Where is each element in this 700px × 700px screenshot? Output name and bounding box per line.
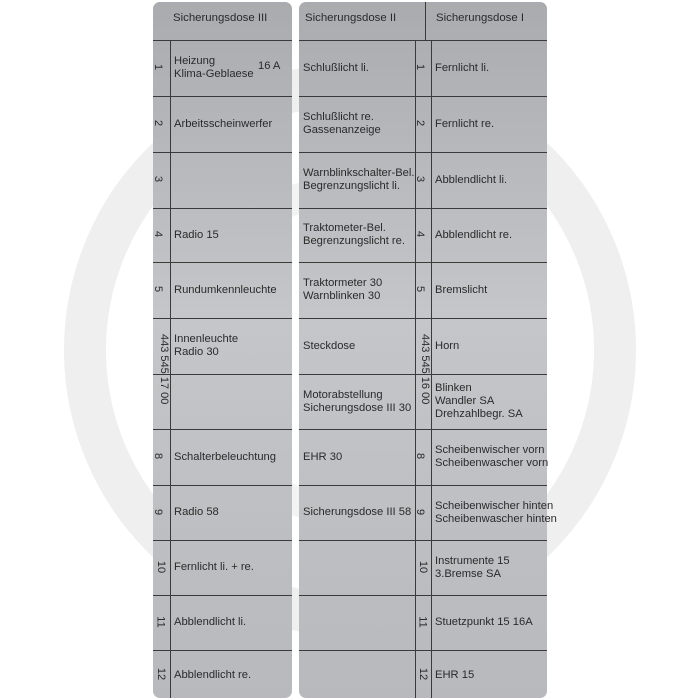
fuse-box-1-entry: Instrumente 15 3.Bremse SA bbox=[435, 554, 510, 580]
row-divider-right bbox=[299, 650, 547, 651]
fuse-number-left: 2 bbox=[152, 119, 165, 127]
row-divider-right bbox=[299, 540, 547, 541]
fuse-box-1-entry: Scheibenwischer vorn Scheibenwascher vorn bbox=[435, 444, 549, 469]
fuse-box-3-entry: Radio 58 bbox=[174, 506, 219, 518]
fuse-number-left: 9 bbox=[152, 508, 165, 515]
fuse-number-right: 5 bbox=[414, 285, 427, 293]
fuse-box-1-entry: Bremslicht bbox=[435, 283, 488, 296]
fuse-number-right: 1 bbox=[414, 63, 427, 71]
fuse-number-left: 10 bbox=[155, 560, 168, 573]
fuse-box-1-entry: Fernlicht li. bbox=[435, 61, 490, 74]
fuse-box-1-entry: Fernlicht re. bbox=[435, 117, 495, 130]
row-divider-right bbox=[299, 262, 547, 263]
fuse-number-left: 4 bbox=[152, 230, 165, 238]
fuse-box-2-entry: Steckdose bbox=[303, 339, 356, 352]
row-divider-left bbox=[153, 595, 292, 596]
row-divider-right bbox=[299, 96, 547, 97]
row-divider-left bbox=[153, 429, 292, 430]
fuse-box-3-entry: Abblendlicht re. bbox=[174, 668, 252, 681]
part-number-right: 443 545 16 00 bbox=[419, 334, 431, 405]
fuse-number-right: 12 bbox=[417, 667, 430, 681]
fuse-number-left: 12 bbox=[155, 667, 168, 681]
fuse-box-3-entry: Innenleuchte Radio 30 bbox=[174, 333, 239, 358]
row-divider-left bbox=[153, 374, 292, 375]
fuse-box-1-entry: Abblendlicht re. bbox=[435, 228, 513, 241]
fuse-box-3-amperage: 16 A bbox=[258, 60, 281, 72]
row-divider-left bbox=[153, 96, 292, 97]
fuse-box-1-entry: Abblendlicht li. bbox=[435, 173, 508, 186]
row-divider-right bbox=[299, 318, 547, 319]
fuse-box-1-entry: Stuetzpunkt 15 16A bbox=[435, 616, 533, 628]
fuse-box-1-entry: EHR 15 bbox=[435, 668, 475, 681]
header-fuse-box-2: Sicherungsdose II bbox=[305, 12, 397, 24]
fuse-box-2-entry: Schlußlicht re. Gassenanzeige bbox=[303, 111, 381, 136]
fuse-number-right: 3 bbox=[414, 175, 427, 183]
fuse-box-2-entry: EHR 30 bbox=[303, 450, 343, 463]
header-divider bbox=[425, 2, 426, 40]
fuse-number-left: 11 bbox=[154, 615, 167, 628]
fuse-box-2-entry: Traktormeter 30 Warnblinken 30 bbox=[303, 277, 383, 302]
header-fuse-box-1: Sicherungsdose I bbox=[436, 12, 525, 24]
fuse-number-right: 10 bbox=[417, 560, 430, 573]
fuse-box-3-entry: Schalterbeleuchtung bbox=[174, 450, 277, 463]
row-divider-right bbox=[299, 429, 547, 430]
number-column-line-left bbox=[170, 40, 171, 698]
row-divider-right bbox=[299, 40, 547, 41]
row-divider-left bbox=[153, 40, 292, 41]
row-divider-right bbox=[299, 152, 547, 153]
row-divider-right bbox=[299, 208, 547, 209]
fuse-box-3-entry: Fernlicht li. + re. bbox=[174, 561, 254, 573]
fuse-box-1-entry: Horn bbox=[435, 339, 460, 352]
fuse-number-left: 1 bbox=[152, 63, 165, 71]
fuse-number-right: 2 bbox=[414, 119, 427, 127]
row-divider-left bbox=[153, 485, 292, 486]
row-divider-left bbox=[153, 152, 292, 153]
row-divider-left bbox=[153, 650, 292, 651]
number-column-line-right-a bbox=[415, 40, 416, 698]
fuse-number-right: 4 bbox=[414, 230, 427, 238]
header-fuse-box-3: Sicherungsdose III bbox=[173, 12, 268, 24]
row-divider-left bbox=[153, 318, 292, 319]
fuse-number-left: 3 bbox=[152, 175, 165, 183]
fuse-box-2-entry: Warnblinkschalter-Bel. Begrenzungslicht li. bbox=[303, 167, 415, 192]
fuse-box-3-entry: Arbeitsscheinwerfer bbox=[174, 117, 273, 130]
fuse-number-left: 8 bbox=[152, 452, 165, 460]
fuse-box-3-entry: Abblendlicht li. bbox=[174, 616, 247, 628]
fuse-box-1-entry: Blinken Wandler SA Drehzahlbegr. SA bbox=[435, 382, 523, 420]
fuse-box-2-entry: Schlußlicht li. bbox=[303, 61, 369, 74]
row-divider-left bbox=[153, 540, 292, 541]
fuse-box-1-entry: Scheibenwischer hinten Scheibenwascher hinten bbox=[435, 499, 557, 525]
fuse-box-3-entry: Heizung Klima-Geblaese bbox=[174, 55, 254, 80]
fuse-number-right: 9 bbox=[414, 508, 427, 515]
fuse-box-3-entry: Radio 15 bbox=[174, 228, 219, 241]
row-divider-right bbox=[299, 595, 547, 596]
fuse-box-2-entry: Motorabstellung Sicherungsdose III 30 bbox=[303, 388, 412, 414]
row-divider-left bbox=[153, 208, 292, 209]
fuse-box-3-entry: Rundumkennleuchte bbox=[174, 283, 277, 296]
fuse-box-2-entry: Traktometer-Bel. Begrenzungslicht re. bbox=[303, 222, 405, 247]
fuse-number-right: 11 bbox=[416, 615, 429, 628]
number-column-line-right-b bbox=[431, 40, 432, 698]
row-divider-right bbox=[299, 485, 547, 486]
fuse-number-left: 5 bbox=[152, 285, 165, 293]
fuse-box-2-entry: Sicherungsdose III 58 bbox=[303, 506, 412, 518]
fuse-number-right: 8 bbox=[414, 452, 427, 460]
row-divider-left bbox=[153, 262, 292, 263]
part-number-left: 443 545 17 00 bbox=[158, 334, 170, 405]
